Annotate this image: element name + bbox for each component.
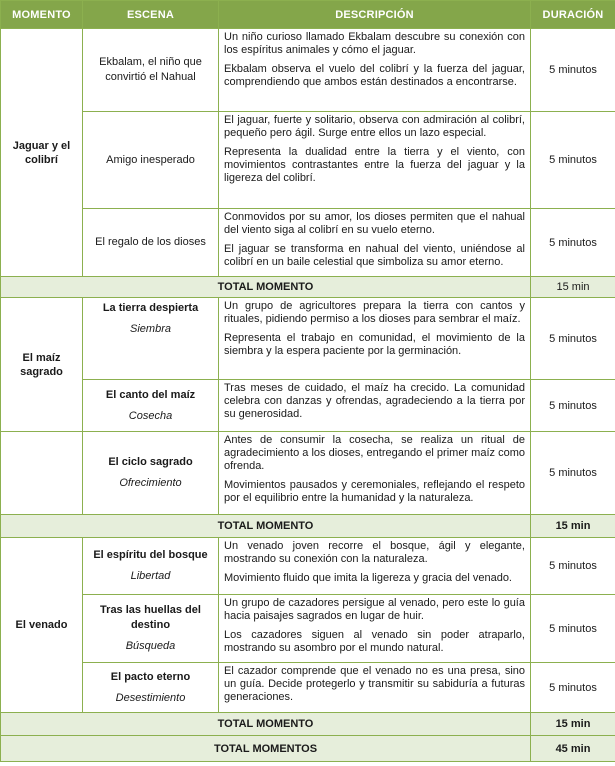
duration: 5 minutos <box>531 380 615 432</box>
table-row <box>1 209 615 277</box>
scene-title: Ekbalam, el niño que convirtió el Nahual <box>99 56 202 83</box>
momento-name: El venado <box>1 538 83 713</box>
total-label: TOTAL MOMENTO <box>1 713 531 736</box>
duration: 5 minutos <box>531 595 615 663</box>
grand-total-value: 45 min <box>531 736 615 762</box>
description-cell <box>219 432 531 515</box>
scene-cell <box>83 538 219 595</box>
description-text: Representa el trabajo en comunidad, el movimiento de la siembra y la espera paciente por la germinación. <box>224 332 525 357</box>
scene-subtitle: Cosecha <box>128 409 173 422</box>
scene-title: El regalo de los dioses <box>95 236 206 248</box>
description-text: Los cazadores siguen al venado sin poder atraparlo, mostrando su asombro por el mundo natural. <box>224 629 525 654</box>
table-row <box>1 538 615 595</box>
header-descripcion: DESCRIPCIÓN <box>219 1 531 29</box>
description-text: El jaguar se transforma en nahual del viento, uniéndose al colibrí en un baile celestial que simboliza su amor eterno. <box>224 243 525 268</box>
description-text: Un niño curioso llamado Ekbalam descubre su conexión con los espíritus animales y cómo el jaguar. <box>224 31 525 56</box>
description-cell <box>219 29 531 112</box>
grand-total-row <box>1 736 615 762</box>
table-row <box>1 432 615 515</box>
table-row <box>1 663 615 713</box>
header-momento: MOMENTO <box>1 1 83 29</box>
description-text: Conmovidos por su amor, los dioses permiten que el nahual del viento siga al colibrí en su vuelo eterno. <box>224 211 525 236</box>
scene-title: El ciclo sagrado <box>108 456 193 468</box>
description-cell <box>219 538 531 595</box>
scene-title: Amigo inesperado <box>106 153 195 166</box>
scene-cell <box>83 595 219 663</box>
scene-subtitle: Desestimiento <box>115 691 186 704</box>
description-text: Un venado joven recorre el bosque, ágil y elegante, mostrando su conexión con la naturaleza. <box>224 540 525 565</box>
description-text: Movimiento fluido que imita la ligereza y gracia del venado. <box>224 572 512 584</box>
description-text: El cazador comprende que el venado no es una presa, sino un guía. Decide protegerlo y transmitir su sabiduría a futuras generaciones. <box>224 665 525 703</box>
scene-subtitle: Libertad <box>130 570 171 582</box>
table-row <box>1 298 615 380</box>
total-label: TOTAL MOMENTO <box>1 277 531 298</box>
scene-cell <box>83 29 219 112</box>
description-text: Antes de consumir la cosecha, se realiza un ritual de agradecimiento a los dioses, entregando el primer maíz como ofrenda. <box>224 434 525 472</box>
header-escena: ESCENA <box>83 1 219 29</box>
description-text: Movimientos pausados y ceremoniales, reflejando el respeto por el equilibrio entre la humanidad y la naturaleza. <box>224 479 525 504</box>
duration: 5 minutos <box>531 209 615 277</box>
momento-name-empty <box>1 432 83 515</box>
scene-subtitle: Siembra <box>130 323 171 335</box>
momento-name: Jaguar y el colibrí <box>1 29 83 277</box>
description-text: Un grupo de agricultores prepara la tierra con cantos y rituales, pidiendo permiso a los dioses para sembrar el maíz. <box>224 300 525 325</box>
duration: 5 minutos <box>531 432 615 515</box>
table-row <box>1 380 615 432</box>
scene-subtitle: Ofrecimiento <box>119 477 182 489</box>
description-cell <box>219 663 531 713</box>
table-row <box>1 29 615 112</box>
scene-title: El espíritu del bosque <box>93 549 208 561</box>
total-row <box>1 713 615 736</box>
scene-cell <box>83 298 219 380</box>
scene-subtitle: Búsqueda <box>125 640 176 652</box>
duration: 5 minutos <box>531 663 615 713</box>
momento-name: El maíz sagrado <box>1 298 83 432</box>
header-duracion: DURACIÓN <box>531 1 615 29</box>
description-cell <box>219 380 531 432</box>
duration: 5 minutos <box>531 538 615 595</box>
scene-cell <box>83 209 219 277</box>
total-row <box>1 277 615 298</box>
total-value: 15 min <box>531 713 615 736</box>
scene-title: Tras las huellas del destino <box>100 604 201 631</box>
duration: 5 minutos <box>531 298 615 380</box>
table-row <box>1 112 615 209</box>
header-row <box>1 1 615 29</box>
description-text: Un grupo de cazadores persigue al venado, pero este lo guía hacia paisajes sagrados en lugar de huir. <box>224 597 525 622</box>
duration: 5 minutos <box>531 112 615 209</box>
description-text: El jaguar, fuerte y solitario, observa con admiración al colibrí, pequeño pero ágil. Surge entre ellos un lazo especial. <box>224 114 525 139</box>
total-value: 15 min <box>531 515 615 538</box>
scene-cell <box>83 432 219 515</box>
total-value: 15 min <box>531 277 615 298</box>
description-text: Representa la dualidad entre la tierra y el viento, con movimientos contrastantes entre la fuerza del jaguar y la ligereza del colibrí. <box>224 146 525 184</box>
description-text: Ekbalam observa el vuelo del colibrí y la fuerza del jaguar, comprendiendo que ambos están destinados a encontrarse. <box>224 63 525 88</box>
description-text: Tras meses de cuidado, el maíz ha crecido. La comunidad celebra con danzas y ofrendas, agradeciendo a la tierra por su generosidad. <box>224 382 525 420</box>
description-cell <box>219 112 531 209</box>
scene-title: El canto del maíz <box>105 388 196 401</box>
total-row <box>1 515 615 538</box>
scene-title: El pacto eterno <box>110 670 191 683</box>
grand-total-label: TOTAL MOMENTOS <box>1 736 531 762</box>
scene-cell <box>83 112 219 209</box>
description-cell <box>219 298 531 380</box>
scene-cell <box>83 663 219 713</box>
total-label: TOTAL MOMENTO <box>1 515 531 538</box>
table-row <box>1 595 615 663</box>
description-cell <box>219 209 531 277</box>
scene-cell <box>83 380 219 432</box>
scene-title: La tierra despierta <box>102 302 199 314</box>
description-cell <box>219 595 531 663</box>
duration: 5 minutos <box>531 29 615 112</box>
